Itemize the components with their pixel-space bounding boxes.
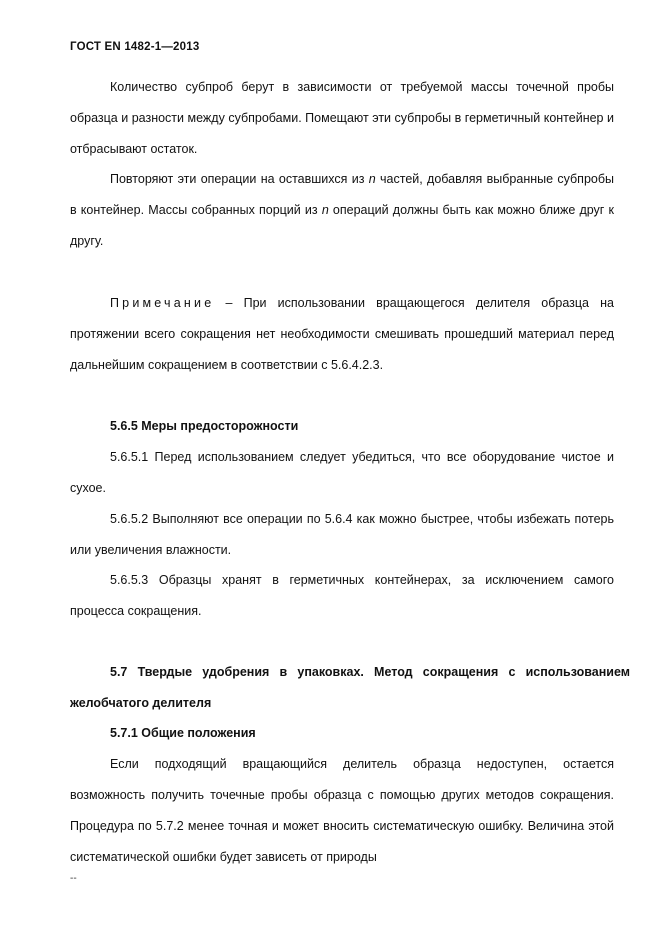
document-code-header: ГОСТ EN 1482-1—2013 <box>70 41 200 53</box>
section-heading-5-6-5: 5.6.5 Меры предосторожности <box>110 419 299 433</box>
paragraph-5-6-5-3: 5.6.5.3 Образцы хранят в герметичных контейнерах, за исключением самого процесса сокращения. <box>70 573 614 618</box>
paragraph-5-6-5-1: 5.6.5.1 Перед использованием следует убедиться, что все оборудование чистое и сухое. <box>70 450 614 495</box>
note-label: Примечание <box>110 296 215 310</box>
page-break-mark: -- <box>70 873 77 884</box>
paragraph-5-6-5-2: 5.6.5.2 Выполняют все операции по 5.6.4 как можно быстрее, чтобы избежать потерь или увеличения влажности. <box>70 512 614 557</box>
section-heading-5-7: 5.7 Твердые удобрения в упаковках. Метод сокращения с использованием желобчатого делителя <box>70 665 630 710</box>
note-text: – При использовании вращающегося делителя образца на протяжении всего сокращения нет необходимости смешивать прошедший материал перед дальнейшим сокращением в соответствии с 5.6.4.2.3. <box>70 296 614 372</box>
variable-n: n <box>321 203 329 217</box>
paragraph-subsamples: Количество субпроб берут в зависимости от требуемой массы точечной пробы образца и разности между субпробами. Помещают эти субпробы в герметичный контейнер и отбрасывают остаток. <box>70 80 614 156</box>
section-heading-5-7-1: 5.7.1 Общие положения <box>110 726 256 740</box>
note-paragraph <box>70 288 614 381</box>
paragraph-5-7-1-general: Если подходящий вращающийся делитель образца недоступен, остается возможность получить точечные пробы образца с помощью других методов сокращения. Процедура по 5.7.2 менее точная и может вносить систематическую ошибку. Величина этой систематической ошибки будет зависеть от природы <box>70 757 614 864</box>
paragraph-repeat-operations: Повторяют эти операции на оставшихся из n частей, добавляя выбранные субпробы в контейнер. Массы собранных порций из n операций должны быть как можно ближе друг к другу. <box>70 172 614 248</box>
variable-n: n <box>368 172 376 186</box>
